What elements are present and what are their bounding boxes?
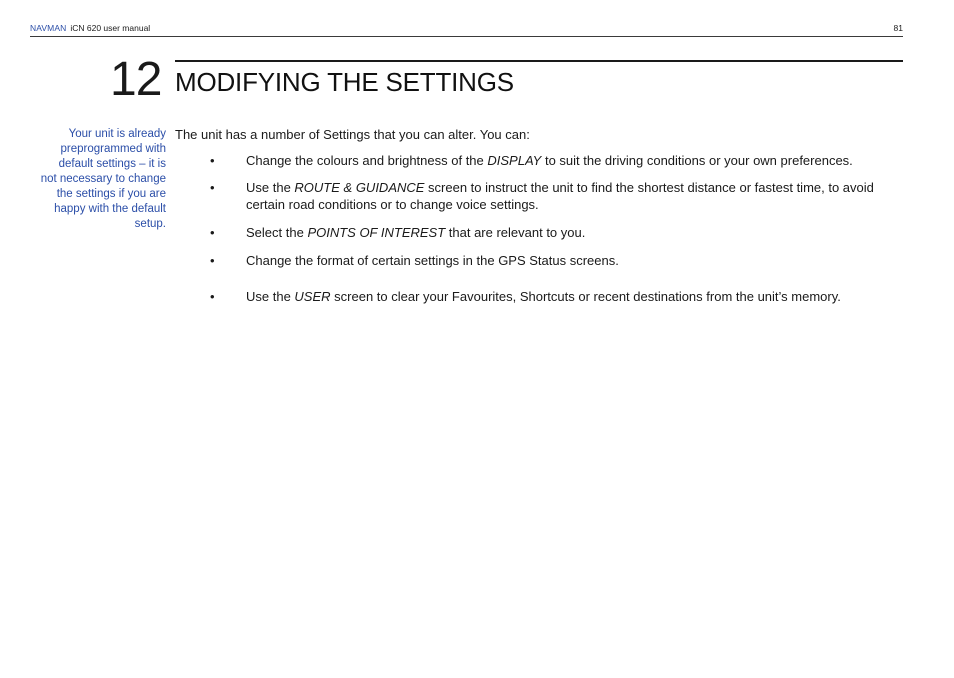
list-item-text: Change the format of certain settings in the GPS Status screens. — [246, 253, 619, 268]
list-item-text: Select the POINTS OF INTEREST that are relevant to you. — [246, 225, 586, 240]
bullet-icon: • — [210, 289, 215, 304]
margin-note: Your unit is already preprogrammed with default settings – it is not necessary to change the settings if you are happy with the default setup. — [40, 128, 166, 230]
list-item-text: Use the ROUTE & GUIDANCE screen to instruct the unit to find the shortest distance or fastest time, to avoid certain road conditions or to change voice settings. — [246, 180, 874, 212]
screen-name: USER — [294, 289, 331, 304]
manual-name: iCN 620 user manual — [70, 23, 151, 33]
chapter-title: MODIFYING THE SETTINGS — [175, 67, 514, 97]
page-number: 81 — [893, 23, 903, 33]
page-header — [30, 22, 903, 37]
bullet-icon: • — [210, 225, 215, 240]
bullet-icon: • — [210, 153, 215, 168]
title-rule — [175, 60, 903, 62]
list-item-text: Use the USER screen to clear your Favourites, Shortcuts or recent destinations from the unit’s memory. — [246, 289, 841, 304]
list-item-text: Change the colours and brightness of the DISPLAY to suit the driving conditions or your own preferences. — [246, 153, 853, 168]
screen-name: ROUTE & GUIDANCE — [294, 180, 425, 195]
screen-name: DISPLAY — [487, 153, 542, 168]
intro-paragraph: The unit has a number of Settings that you can alter. You can: — [175, 127, 530, 142]
brand-name: NAVMAN — [30, 23, 67, 33]
chapter-number: 12 — [110, 53, 162, 106]
bullet-icon: • — [210, 253, 215, 268]
bullet-icon: • — [210, 180, 215, 195]
screen-name: POINTS OF INTEREST — [307, 225, 446, 240]
